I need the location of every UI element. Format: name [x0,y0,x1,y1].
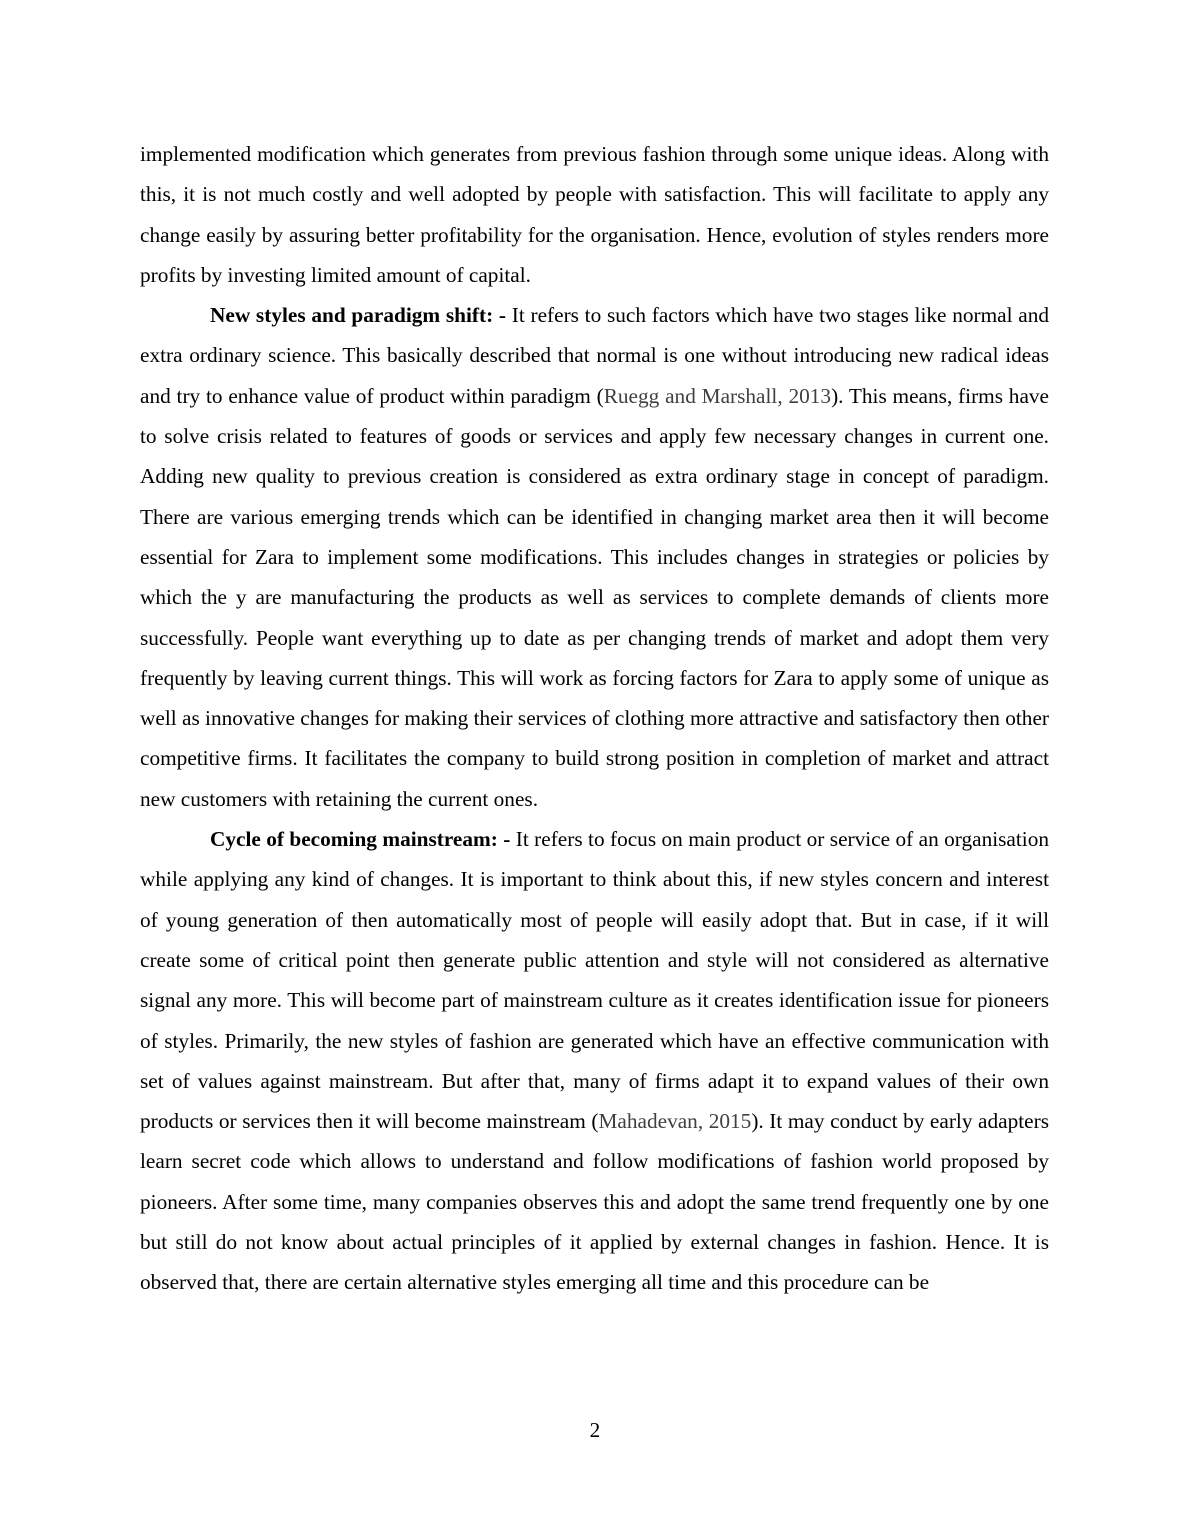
citation: Mahadevan, 2015 [598,1109,752,1134]
paragraph-text: It refers to focus on main product or service of an organisation while applying any kind of changes. It is important to think about this, if new styles concern and interest of young generation of then automatically most of people will easily adopt that. But in case, if it will create some of critical point then generate public attention and style will not considered as alternative signal any more. This will become part of mainstream culture as it creates identification issue for pioneers of styles. Primarily, the new styles of fashion are generated which have an effective communication with set of values against mainstream. But after that, many of firms adapt it to expand values of their own products or services then it will become mainstream ( [140,827,1050,1134]
paragraph-cycle-becoming-mainstream [140,819,1049,1303]
page-number: 2 [589,1418,601,1442]
paragraph-text: implemented modification which generates from previous fashion through some unique ideas. Along with this, it is not much costly and well adopted by people with satisfaction. This will facilitate to apply any change easily by assuring better profitability for the organisation. Hence, evolution of styles renders more profits by investing limited amount of capital. [140,142,1049,287]
paragraph-text: ). It may conduct by early adapters learn secret code which allows to understand and follow modifications of fashion world proposed by pioneers. After some time, many companies observes this and adopt the same trend frequently one by one but still do not know about actual principles of it applied by external changes in fashion. Hence. It is observed that, there are certain alternative styles emerging all time and this procedure can be [140,1109,1050,1295]
paragraph-text: ). This means, firms have to solve crisis related to features of goods or services and apply few necessary changes in current one. Adding new quality to previous creation is considered as extra ordinary stage in concept of paradigm. There are various emerging trends which can be identified in changing market area then it will become essential for Zara to implement some modifications. This includes changes in strategies or policies by which the y are manufacturing the products as well as services to complete demands of clients more successfully. People want everything up to date as per changing trends of market and adopt them very frequently by leaving current things. This will work as forcing factors for Zara to apply some of unique as well as innovative changes for making their services of clothing more attractive and satisfactory then other competitive firms. It facilitates the company to build strong position in completion of market and attract new customers with retaining the current ones. [140,383,1050,811]
paragraph-new-styles-paradigm-shift [140,295,1049,819]
citation: Ruegg and Marshall, 2013 [603,383,832,408]
paragraph-text: It refers to such factors which have two stages like normal and extra ordinary science. This basically described that normal is one without introducing new radical ideas and try to enhance value of product within paradigm ( [140,303,1049,408]
paragraph-continuation [140,134,1049,295]
paragraph-heading: New styles and paradigm shift: - [210,303,507,328]
body-text [140,134,1049,1303]
paragraph-heading: Cycle of becoming mainstream: - [210,827,511,852]
